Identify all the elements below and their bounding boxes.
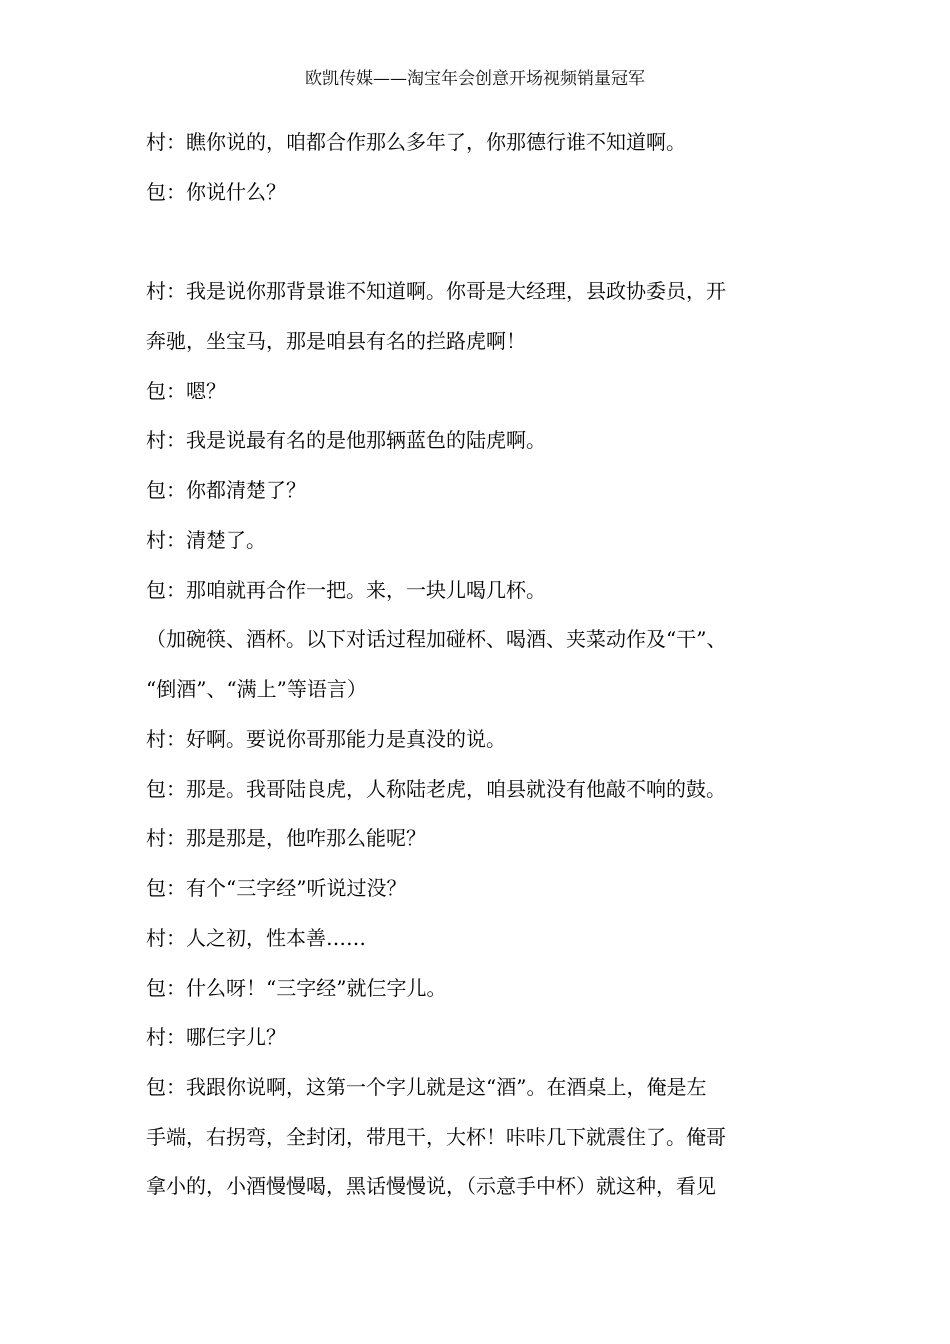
dialogue-line-continued: 奔驰，坐宝马，那是咱县有名的拦路虎啊！ <box>146 329 526 353</box>
dialogue-line: 包：我跟你说啊，这第一个字儿就是这“酒”。在酒桌上，俺是左 <box>146 1075 707 1099</box>
dialogue-line: 包：你说什么？ <box>146 180 286 204</box>
page-header: 欧凯传媒——淘宝年会创意开场视频销量冠军 <box>305 69 645 89</box>
dialogue-line: 村：好啊。要说你哥那能力是真没的说。 <box>146 727 506 751</box>
dialogue-line-continued: 拿小的，小酒慢慢喝，黑话慢慢说，（示意手中杯）就这种，看见 <box>146 1174 716 1198</box>
dialogue-line: 村：我是说你那背景谁不知道啊。你哥是大经理，县政协委员，开 <box>146 279 726 303</box>
dialogue-line: 包：你都清楚了？ <box>146 478 306 502</box>
dialogue-line-continued: 手端，右拐弯，全封闭，带甩干，大杯！咔咔几下就震住了。俺哥 <box>146 1125 726 1149</box>
stage-direction: （加碗筷、酒杯。以下对话过程加碰杯、喝酒、夹菜动作及“干”、 <box>146 627 727 651</box>
dialogue-line: 村：那是那是，他咋那么能呢？ <box>146 826 426 850</box>
dialogue-line: 村：我是说最有名的是他那辆蓝色的陆虎啊。 <box>146 428 546 452</box>
dialogue-line: 包：那是。我哥陆良虎，人称陆老虎，咱县就没有他敲不响的鼓。 <box>146 777 726 801</box>
stage-direction-continued: “倒酒”、“满上”等语言） <box>146 677 367 701</box>
dialogue-line: 包：什么呀！“三字经”就仨字儿。 <box>146 976 447 1000</box>
dialogue-line: 包：嗯？ <box>146 379 226 403</box>
dialogue-line: 包：有个“三字经”听说过没？ <box>146 876 407 900</box>
dialogue-line: 包：那咱就再合作一把。来，一块儿喝几杯。 <box>146 578 546 602</box>
dialogue-line: 村：哪仨字儿？ <box>146 1025 286 1049</box>
dialogue-line: 村：人之初，性本善…… <box>146 926 366 950</box>
dialogue-line: 村：清楚了。 <box>146 528 266 552</box>
dialogue-line: 村：瞧你说的，咱都合作那么多年了，你那德行谁不知道啊。 <box>146 130 686 154</box>
